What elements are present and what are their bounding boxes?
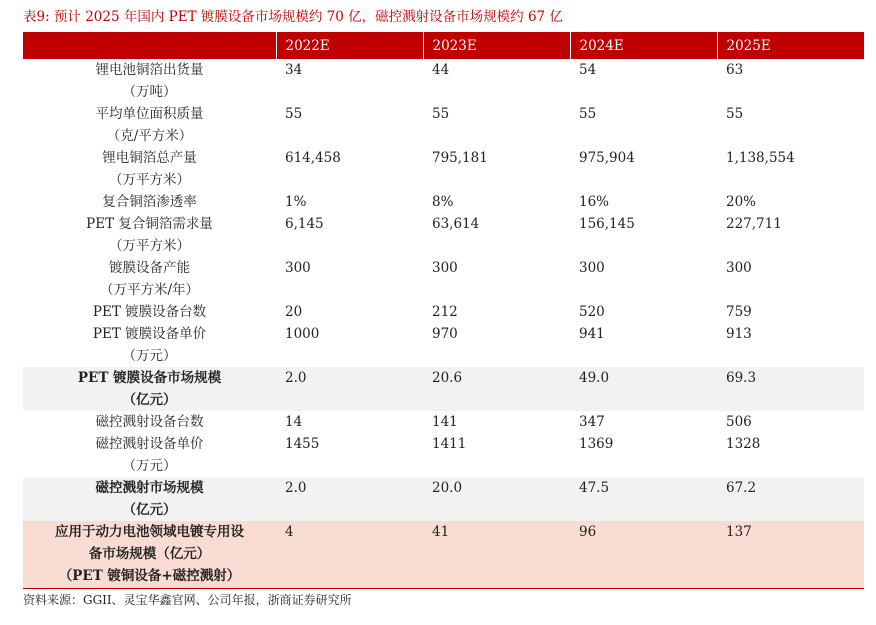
row-value: 44 <box>432 62 450 78</box>
row-value: 1455 <box>285 436 320 452</box>
table-row <box>23 59 864 103</box>
row-value: 4 <box>276 521 423 589</box>
row-value: 55 <box>726 106 744 122</box>
row-value: 20% <box>726 194 757 210</box>
table-row <box>23 433 864 477</box>
row-label: PET 复合铜箔需求量 （万平方米） <box>86 216 213 254</box>
row-value: 212 <box>432 304 458 320</box>
row-value: 227,711 <box>726 216 782 232</box>
header-cell-label <box>23 32 276 59</box>
row-value: 6,145 <box>285 216 324 232</box>
row-value: 347 <box>579 414 605 430</box>
row-label: 应用于动力电池领域电镀专用设 备市场规模（亿元） （PET 镀铜设备+磁控溅射） <box>23 521 276 589</box>
row-label: 复合铜箔渗透率 <box>102 194 197 210</box>
row-value: 16% <box>579 194 610 210</box>
header-cell-2024e: 2024E <box>570 32 717 59</box>
table-row <box>23 257 864 301</box>
row-value: 1% <box>285 194 307 210</box>
table-row <box>23 191 864 213</box>
header-row <box>23 32 864 59</box>
row-label: 磁控溅射设备单价 （万元） <box>95 436 204 474</box>
table-row <box>23 411 864 433</box>
header-cell-2025e: 2025E <box>717 32 864 59</box>
row-label: PET 镀膜设备市场规模 （亿元） <box>23 367 276 411</box>
table-row <box>23 323 864 367</box>
table-row <box>23 147 864 191</box>
row-value: 20.0 <box>423 477 570 521</box>
row-value: 55 <box>432 106 450 122</box>
row-value: 67.2 <box>717 477 864 521</box>
row-value: 14 <box>285 414 303 430</box>
row-value: 300 <box>579 260 605 276</box>
row-value: 41 <box>423 521 570 589</box>
row-value: 137 <box>717 521 864 589</box>
row-value: 759 <box>726 304 752 320</box>
row-value: 1,138,554 <box>726 150 795 166</box>
row-value: 520 <box>579 304 605 320</box>
row-value: 96 <box>570 521 717 589</box>
table-row <box>23 521 864 589</box>
row-label: 锂电铜箔总产量 （万平方米） <box>102 150 197 188</box>
row-value: 63,614 <box>432 216 480 232</box>
row-value: 47.5 <box>570 477 717 521</box>
row-value: 49.0 <box>570 367 717 411</box>
row-label: 磁控溅射市场规模 （亿元） <box>23 477 276 521</box>
row-value: 20.6 <box>423 367 570 411</box>
row-value: 1000 <box>285 326 320 342</box>
data-table <box>23 32 864 589</box>
row-value: 795,181 <box>432 150 488 166</box>
row-value: 156,145 <box>579 216 635 232</box>
row-value: 1328 <box>726 436 761 452</box>
source-note: 资料来源：GGII、灵宝华鑫官网、公司年报，浙商证券研究所 <box>23 593 352 607</box>
row-label: 平均单位面积质量 （克/平方米） <box>95 106 204 144</box>
row-label: 镀膜设备产能 （万平方米/年） <box>99 260 200 298</box>
row-value: 8% <box>432 194 454 210</box>
row-value: 1369 <box>579 436 614 452</box>
header-cell-2022e: 2022E <box>276 32 423 59</box>
row-value: 34 <box>285 62 303 78</box>
row-label: 磁控溅射设备台数 <box>95 414 204 430</box>
row-value: 2.0 <box>276 367 423 411</box>
row-value: 54 <box>579 62 597 78</box>
row-value: 506 <box>726 414 752 430</box>
row-value: 141 <box>432 414 458 430</box>
row-label: 锂电池铜箔出货量 （万吨） <box>95 62 204 100</box>
row-value: 300 <box>726 260 752 276</box>
table-row <box>23 367 864 411</box>
row-value: 69.3 <box>717 367 864 411</box>
row-value: 975,904 <box>579 150 635 166</box>
row-value: 63 <box>726 62 744 78</box>
row-value: 20 <box>285 304 303 320</box>
row-value: 300 <box>285 260 311 276</box>
table-row <box>23 213 864 257</box>
table-row <box>23 301 864 323</box>
row-value: 1411 <box>432 436 467 452</box>
row-value: 55 <box>285 106 303 122</box>
row-label: PET 镀膜设备单价 （万元） <box>92 326 207 364</box>
row-value: 941 <box>579 326 605 342</box>
row-label: PET 镀膜设备台数 <box>92 304 207 320</box>
table-row <box>23 477 864 521</box>
header-cell-2023e: 2023E <box>423 32 570 59</box>
row-value: 2.0 <box>276 477 423 521</box>
row-value: 614,458 <box>285 150 341 166</box>
row-value: 913 <box>726 326 752 342</box>
row-value: 970 <box>432 326 458 342</box>
row-value: 55 <box>579 106 597 122</box>
table-title: 表9: 预计 2025 年国内 PET 镀膜设备市场规模约 70 亿，磁控溅射设备市场规模约 67 亿 <box>23 9 563 25</box>
row-value: 300 <box>432 260 458 276</box>
table-row <box>23 103 864 147</box>
